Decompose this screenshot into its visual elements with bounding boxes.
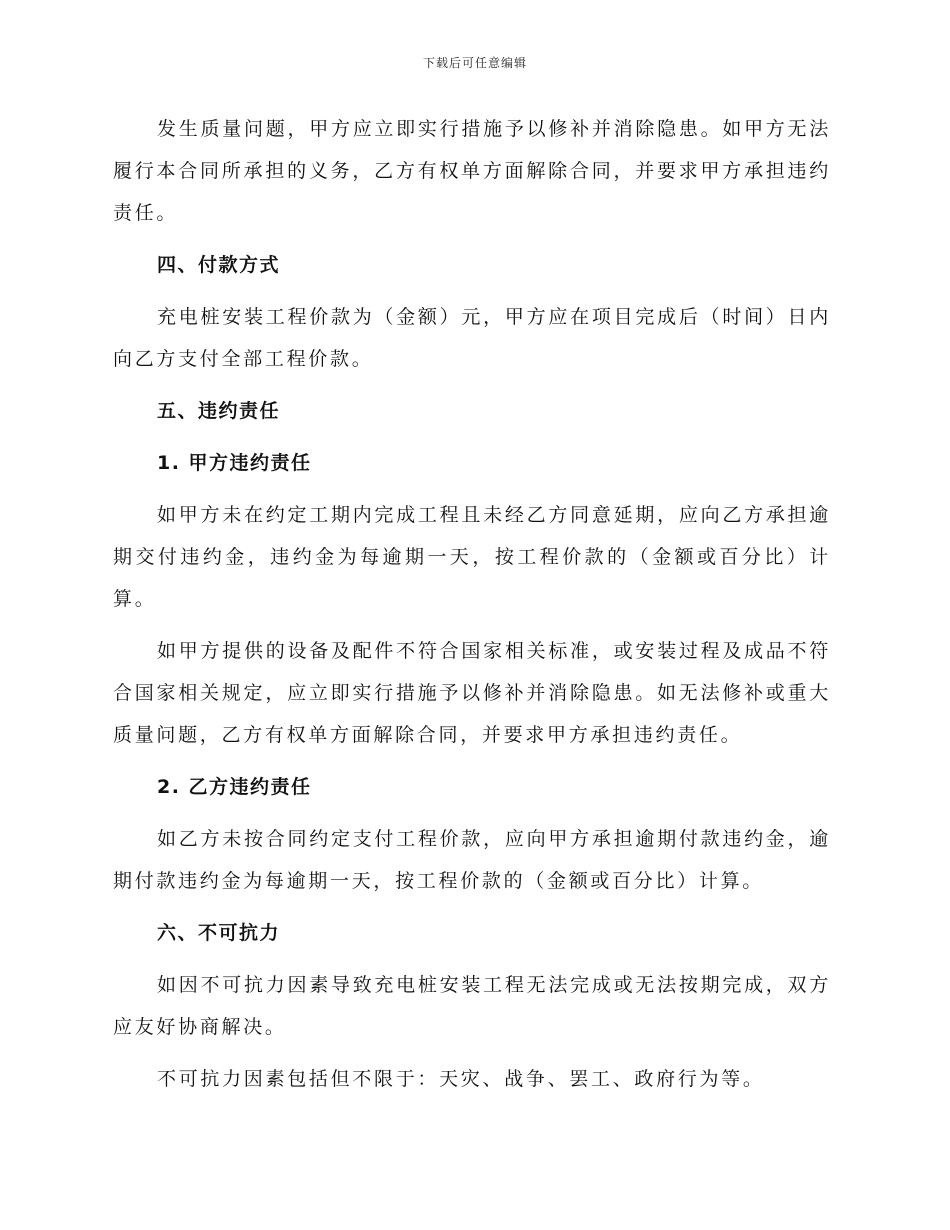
page-header-note: 下载后可任意编辑 [422, 56, 527, 70]
paragraph-payment-terms: 充电桩安装工程价款为（金额）元，甲方应在项目完成后（时间）日内向乙方支付全部工程价款。 [113, 306, 831, 370]
section-heading-force-majeure: 六、不可抗力 [157, 922, 281, 944]
paragraph-quality-issue: 发生质量问题，甲方应立即实行措施予以修补并消除隐患。如甲方无法履行本合同所承担的义务，乙方有权单方面解除合同，并要求甲方承担违约责任。 [113, 118, 831, 224]
paragraph-party-a-delay: 如甲方未在约定工期内完成工程且未经乙方同意延期，应向乙方承担逾期交付违约金，违约金为每逾期一天，按工程价款的（金额或百分比）计算。 [113, 504, 831, 610]
document-body [113, 108, 831, 1100]
paragraph-force-majeure-definition: 不可抗力因素包括但不限于：天灾、战争、罢工、政府行为等。 [157, 1068, 765, 1090]
subheading-party-a-breach: 1. 甲方违约责任 [157, 452, 312, 474]
subheading-party-b-breach: 2. 乙方违约责任 [157, 776, 312, 798]
section-heading-breach: 五、违约责任 [157, 400, 281, 422]
section-heading-payment: 四、付款方式 [157, 254, 281, 276]
paragraph-party-b-payment: 如乙方未按合同约定支付工程价款，应向甲方承担逾期付款违约金，逾期付款违约金为每逾期一天，按工程价款的（金额或百分比）计算。 [113, 828, 831, 892]
paragraph-party-a-equipment: 如甲方提供的设备及配件不符合国家相关标准，或安装过程及成品不符合国家相关规定，应立即实行措施予以修补并消除隐患。如无法修补或重大质量问题，乙方有权单方面解除合同，并要求甲方承担违约责任。 [113, 640, 831, 746]
paragraph-force-majeure-resolution: 如因不可抗力因素导致充电桩安装工程无法完成或无法按期完成，双方应友好协商解决。 [113, 974, 831, 1038]
